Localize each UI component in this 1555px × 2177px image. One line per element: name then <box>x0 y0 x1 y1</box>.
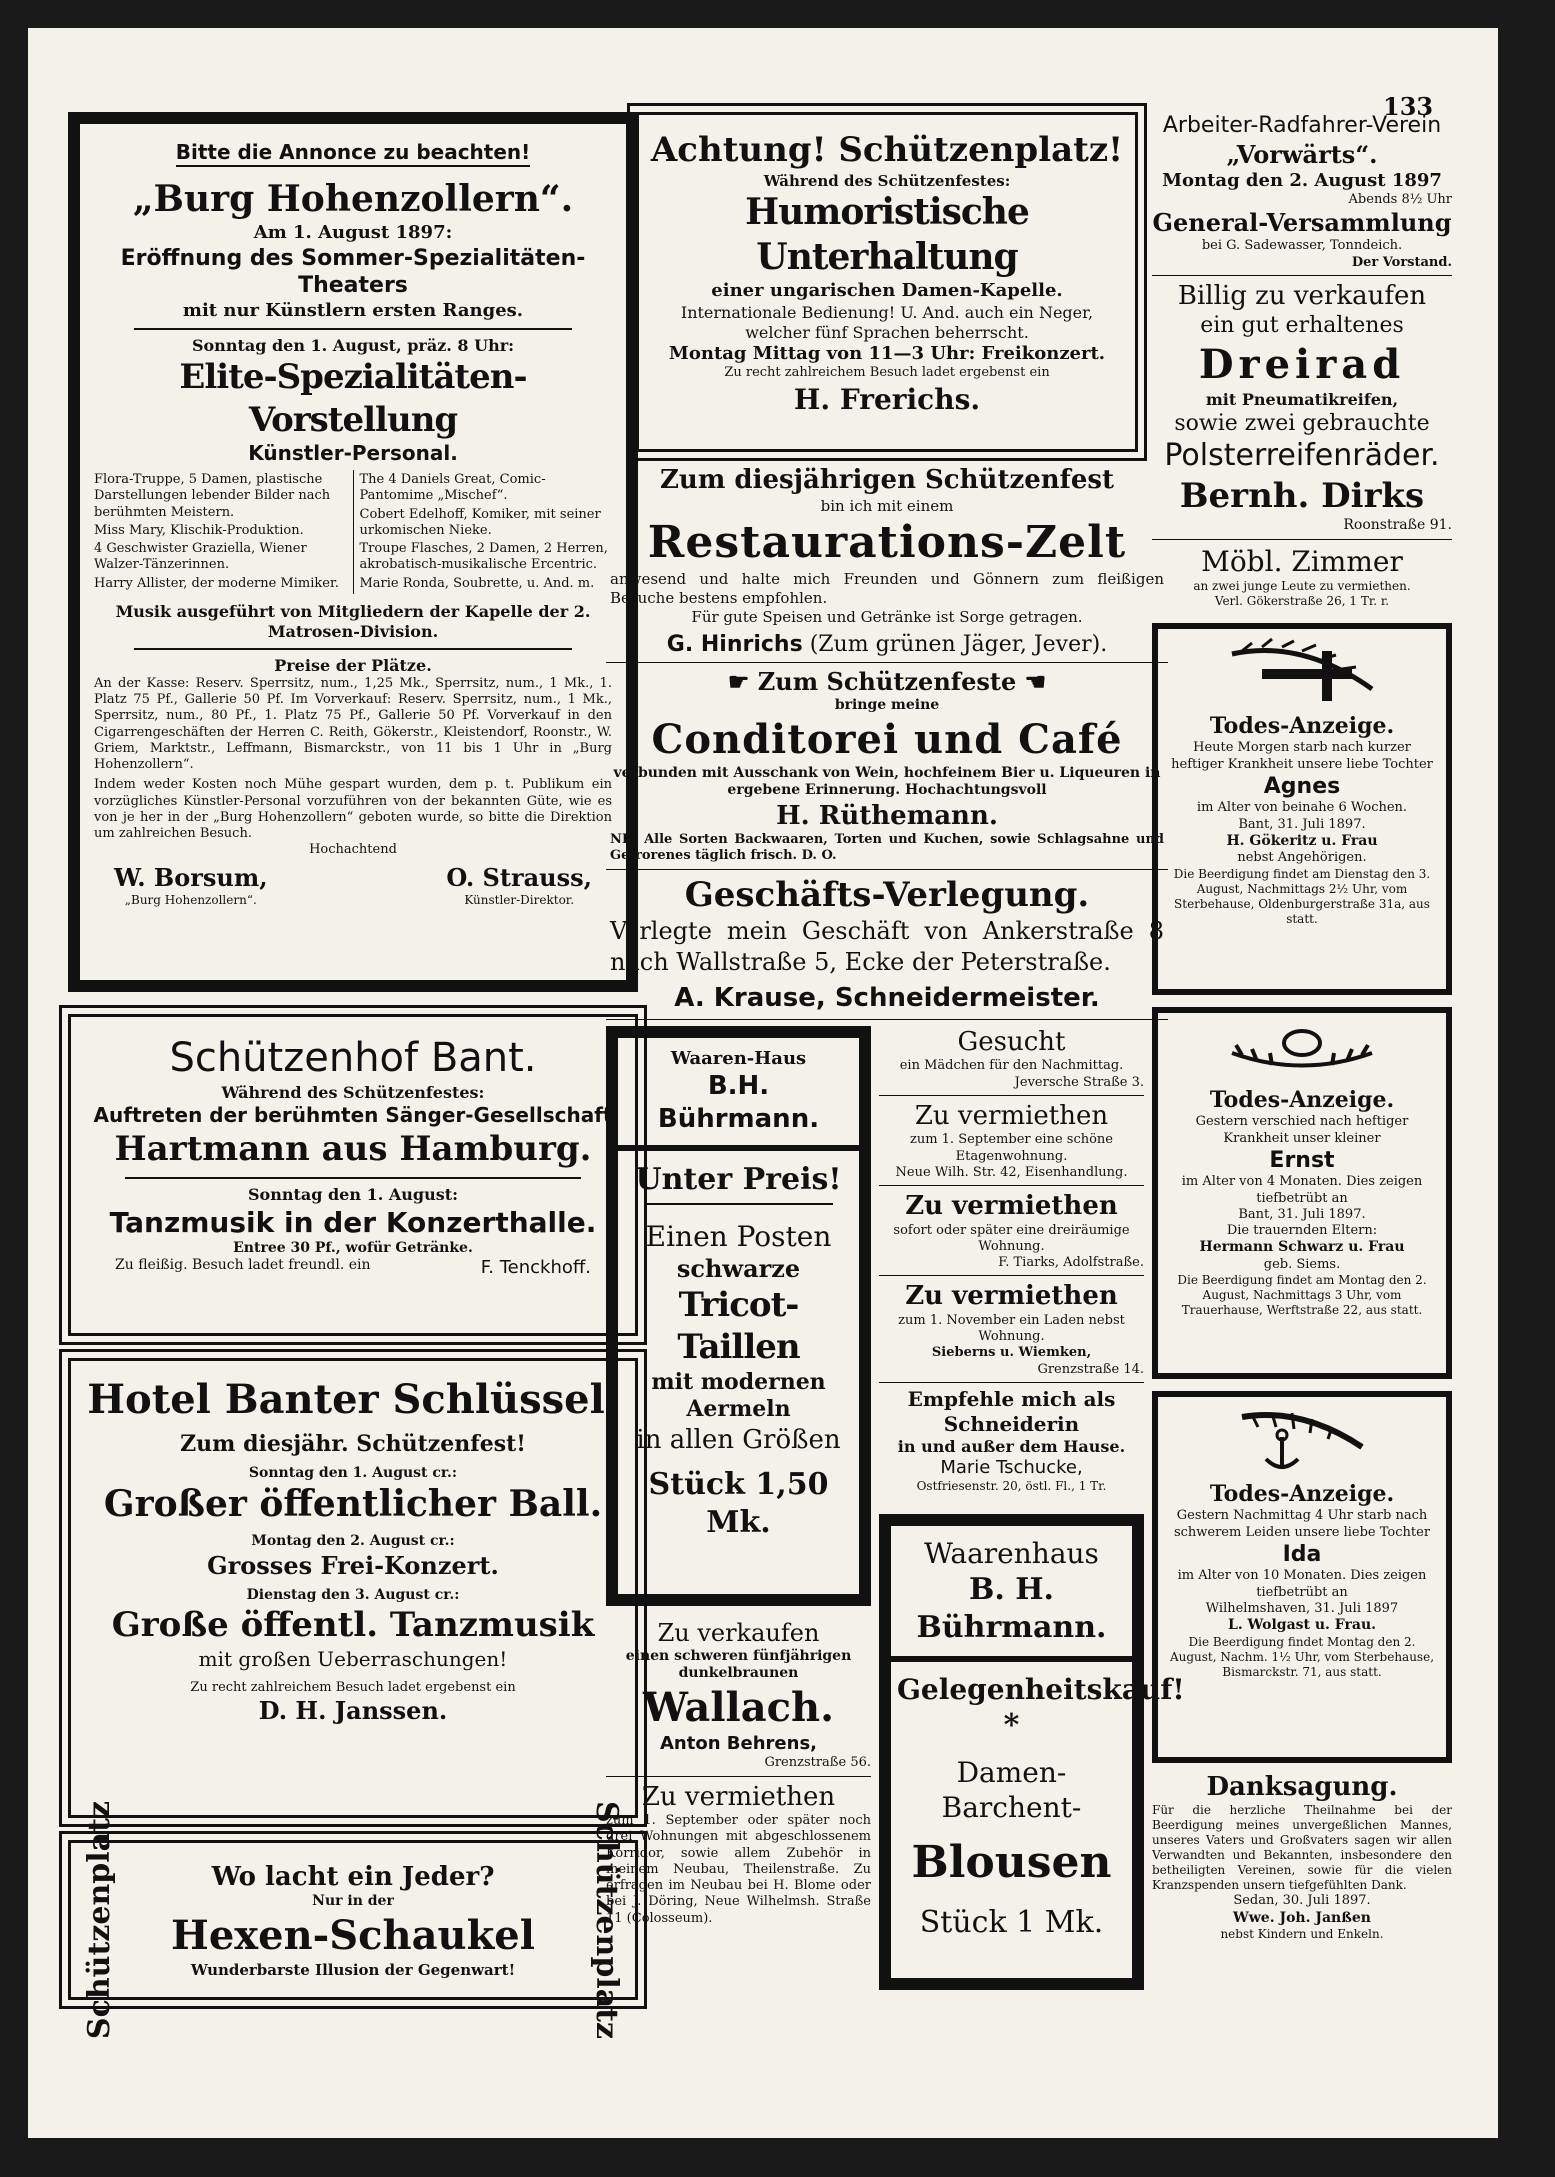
club-name: „Vorwärts“. <box>1226 139 1378 169</box>
ad-geschaefts-verlegung <box>606 874 1168 1015</box>
offer-line: Aermeln <box>686 1396 791 1423</box>
obituary-place: Bant, 31. Juli 1897. <box>1238 816 1366 832</box>
ad-heading: Zu vermiethen <box>905 1281 1118 1312</box>
offer-heading: Gelegenheitskauf! <box>897 1673 1185 1707</box>
offer-line: Einen Posten <box>645 1219 832 1253</box>
ad-text: anwesend und halte mich Freunden und Gönnern zum fleißigen Besuche bestens empfohlen. <box>610 570 1164 607</box>
deceased-name: Ida <box>1282 1541 1322 1567</box>
ad-subheading: in und außer dem Hause. <box>897 1436 1126 1456</box>
address: Grenzstraße 14. <box>1037 1361 1144 1377</box>
headline: Elite-Spezialitäten-Vorstellung <box>179 357 527 440</box>
ad-heading: Zum diesjährigen Schützenfest <box>659 465 1115 495</box>
offer-line: schwarze <box>676 1253 801 1283</box>
place-line: bei G. Sadewasser, Tonndeich. <box>1201 238 1403 254</box>
artist-item: Miss Mary, Klischik-Produktion. <box>94 522 304 538</box>
ad-text: an zwei junge Leute zu vermiethen. <box>1193 578 1411 593</box>
subline: einer ungarischen Damen-Kapelle. <box>711 280 1063 302</box>
entry-line: Entree 30 Pf., wofür Getränke. <box>233 1239 473 1256</box>
time-line: Abends 8½ Uhr <box>1348 192 1452 207</box>
signature-sub: nebst Kindern und Enkeln. <box>1220 1927 1384 1941</box>
signature: D. H. Janssen. <box>258 1695 448 1725</box>
anchor-palm-icon <box>1222 1407 1382 1477</box>
ad-text: einen schweren fünfjährigen dunkelbraunen <box>625 1647 852 1682</box>
performer-name: Hartmann aus Hamburg. <box>114 1129 592 1169</box>
ad-heading: Zu vermiethen <box>905 1191 1118 1222</box>
shop-label: Waaren-Haus <box>670 1047 807 1069</box>
offer-line: mit modernen <box>651 1368 826 1395</box>
artist-item: Harry Allister, der moderne Mimiker. <box>94 575 339 591</box>
ad-text: ein Mädchen für den Nachmittag. <box>899 1058 1124 1074</box>
opening-line: Eröffnung des Sommer-Spezialitäten-Theaters <box>120 245 586 298</box>
obituary-heading: Todes-Anzeige. <box>1209 1086 1395 1113</box>
obituary-age: im Alter von 10 Monaten. Dies zeigen tiefbetrübt an <box>1177 1568 1427 1600</box>
artist-item: Flora-Truppe, 5 Damen, plastische Darstellungen lebender Bilder nach berühmten Meistern. <box>94 472 331 520</box>
deceased-name: Ernst <box>1269 1147 1335 1173</box>
nb-signature: D. O. <box>801 848 837 864</box>
obituary-heading: Todes-Anzeige. <box>1209 712 1395 739</box>
ad-heading: Zum Schützenfeste <box>757 667 1017 696</box>
ad-heading: Danksagung. <box>1206 1771 1398 1802</box>
during-line: Während des Schützenfestes: <box>763 171 1011 190</box>
signature-sub: „Burg Hohenzollern“. <box>124 892 257 907</box>
ad-conditorei-cafe <box>606 667 1168 865</box>
obituary-ida <box>1152 1391 1452 1763</box>
ad-buehrmann-tricot <box>606 1026 871 1606</box>
ad-hotel-banter-schluessel <box>68 1358 638 1818</box>
ad-heading: Zu verkaufen <box>657 1618 820 1647</box>
obituary-heading: Todes-Anzeige. <box>1209 1480 1395 1507</box>
pointing-hand-icon: ☛ <box>727 667 750 696</box>
ad-danksagung <box>1152 1771 1452 1942</box>
address: Neue Wilh. Str. 42, Eisenhandlung. <box>895 1164 1128 1180</box>
side-label: Schützenplatz <box>82 1800 117 2040</box>
ad-schuetzenhof-bant <box>68 1014 638 1336</box>
ad-text: zum 1. November ein Laden nebst Wohnung. <box>898 1312 1125 1345</box>
ad-title: „Burg Hohenzollern“. <box>132 178 574 220</box>
signature-strauss: O. Strauss, <box>446 862 592 892</box>
signature: H. Rüthemann. <box>776 800 998 831</box>
performers-line: Auftreten der berühmten Sänger-Gesellschaft <box>93 1103 613 1127</box>
invite-line: Zu recht zahlreichem Besuch ladet ergebenst ein <box>190 1679 516 1695</box>
offer-product: Blousen <box>911 1836 1112 1888</box>
family-sub: nebst Angehörigen. <box>1237 850 1367 866</box>
signature: A. Krause, Schneidermeister. <box>674 983 1100 1014</box>
date-line: Montag den 2. August cr.: <box>251 1533 455 1549</box>
obituary-place: Bant, 31. Juli 1897. <box>1238 1206 1366 1222</box>
event-line: Großer öffentlicher Ball. <box>103 1483 603 1525</box>
ad-title: Conditorei und Café <box>651 715 1123 763</box>
obituary-text: Gestern Nachmittag 4 Uhr starb nach schwerem Leiden unsere liebe Tochter <box>1173 1508 1431 1540</box>
signature: Sieberns u. Wiemken, <box>931 1345 1092 1361</box>
show-time: Sonntag den 1. August, präz. 8 Uhr: <box>191 336 515 355</box>
nb-note: NB. Alle Sorten Backwaaren, Torten und Kuchen, sowie Schlagsahne und Gefrorenes täglich frisch. <box>610 832 1164 864</box>
offer-line: in allen Größen <box>636 1424 841 1455</box>
ad-zu-vermiethen-dreiraeumig <box>879 1190 1144 1271</box>
ad-subheading: bringe meine <box>834 697 940 713</box>
ad-text: zum 1. September oder später noch drei Wohnungen mit abgeschlossenem Korridor, sowie allem Zubehör in meinem Neubau, Theilenstraße. Zu erfragen im Neubau bei H. Blome oder bei J. Döring, Neue Wilhelmsh. Straße 11 (Colosseum). <box>606 1813 871 1926</box>
address: Roonstraße 91. <box>1343 517 1452 534</box>
ad-text: mit Pneumatikreifen, <box>1205 389 1399 409</box>
parents-line: Die trauernden Eltern: <box>1226 1223 1378 1238</box>
ad-subheading: bin ich mit einem <box>820 496 954 515</box>
offer-price: Stück 1,50 Mk. <box>648 1467 829 1540</box>
ad-achtung-schuetzenplatz <box>636 112 1138 452</box>
date-line: Dienstag den 3. August cr.: <box>246 1586 460 1603</box>
signature: Der Vorstand. <box>1351 254 1452 270</box>
ad-title: Achtung! Schützenplatz! <box>650 130 1124 170</box>
shop-name: B.H. Bührmann. <box>657 1071 820 1134</box>
signature-sub: Künstler-Direktor. <box>464 892 575 907</box>
obituary-place: Wilhelmshaven, 31. Juli 1897 <box>1205 1600 1399 1616</box>
ad-title: Geschäfts-Verlegung. <box>684 874 1090 915</box>
family-name: L. Wolgast u. Frau. <box>1227 1617 1377 1633</box>
address: Ostfriesenstr. 20, östl. Fl., 1 Tr. <box>916 1479 1107 1494</box>
signature-sub: (Zum grünen Jäger, Jever). <box>809 631 1108 657</box>
time-line: Montag Mittag von 11—3 Uhr: Freikonzert. <box>668 342 1106 364</box>
ad-hexen-schaukel <box>68 1800 638 2040</box>
ad-text: sofort oder später eine dreiräumige Wohnung. <box>893 1222 1130 1254</box>
newspaper-page <box>28 28 1498 2138</box>
ad-buehrmann-blousen <box>879 1514 1185 1990</box>
closing-text: Indem weder Kosten noch Mühe gespart wurden, dem p. t. Publikum ein vorzügliches Künstler-Personal vorzuführen von der bekannten Güte, wie es von je her in der „Burg Hohenzollern“ geboten wurde, so bitte die Direktion um zahlreichen Besuch. <box>94 777 612 841</box>
ad-title: Schützenhof Bant. <box>169 1035 537 1081</box>
ad-arbeiter-radfahrer <box>1152 112 1452 271</box>
ad-heading: Zu vermiethen <box>914 1100 1109 1131</box>
palm-cross-icon <box>1222 639 1382 709</box>
address: Grenzstraße 56. <box>764 1755 871 1771</box>
during-line: Während des Schützenfestes: <box>221 1083 485 1102</box>
obituary-age: im Alter von 4 Monaten. Dies zeigen tiefbetrübt an <box>1181 1174 1423 1206</box>
music-line: Musik ausgeführt von Mitgliedern der Kapelle der 2. Matrosen-Division. <box>115 601 591 641</box>
invite-line: Zu fleißig. Besuch ladet freundl. ein <box>115 1257 371 1273</box>
ad-text: Für gute Speisen und Getränke ist Sorge getragen. <box>691 607 1083 626</box>
date-line: Sonntag den 1. August cr.: <box>248 1464 458 1481</box>
ad-wallach <box>606 1618 871 1772</box>
address: Jeversche Straße 3. <box>1014 1074 1144 1090</box>
signature: Wwe. Joh. Janßen <box>1233 1909 1371 1926</box>
date-line: Montag den 2. August 1897 <box>1162 169 1442 191</box>
funeral-text: Die Beerdigung findet am Dienstag den 3. August, Nachmittags 2½ Uhr, vom Sterbehause, Oldenburgerstraße 31a, aus statt. <box>1173 866 1431 926</box>
ad-dreirad <box>1152 280 1452 535</box>
ad-zu-vermiethen-wohnungen <box>606 1781 871 1927</box>
ad-title: Arbeiter-Radfahrer-Verein <box>1162 113 1442 138</box>
ad-heading: Möbl. Zimmer <box>1201 544 1403 578</box>
artists-line: mit nur Künstlern ersten Ranges. <box>182 299 524 321</box>
ad-title: Hotel Banter Schlüssel. <box>87 1376 619 1423</box>
subtitle: Zum diesjähr. Schützenfest! <box>180 1431 526 1457</box>
artist-item: Marie Ronda, Soubrette, u. And. m. <box>359 575 595 591</box>
artist-item: 4 Geschwister Graziella, Wiener Walzer-Tänzerinnen. <box>94 541 307 573</box>
artist-item: The 4 Daniels Great, Comic-Pantomime „Mischef“. <box>359 472 546 504</box>
artist-item: Troupe Flasches, 2 Damen, 2 Herren, akrobatisch-musikalische Ercentric. <box>359 541 608 573</box>
notice: Bitte die Annonce zu beachten! <box>176 140 531 167</box>
headline: Humoristische Unterhaltung <box>745 191 1029 279</box>
ad-burg-hohenzollern <box>68 112 638 992</box>
prices-heading: Preise der Plätze. <box>274 655 432 675</box>
ad-text: verbunden mit Ausschank von Wein, hochfeinem Bier u. Liqueuren in ergebene Erinnerung. Hochachtungsvoll <box>613 764 1161 798</box>
wreath-icon <box>1222 1023 1382 1083</box>
price-heading: Unter Preis! <box>635 1162 842 1198</box>
regards: Hochachtend <box>309 842 397 858</box>
ad-heading: Gesucht <box>957 1026 1066 1057</box>
obituary-text: Gestern verschied nach heftiger Krankheit unser kleiner <box>1195 1114 1409 1146</box>
description: Wunderbarste Illusion der Gegenwart! <box>190 1960 516 1979</box>
signature: F. Tenckhoff. <box>480 1257 591 1278</box>
event-line: Grosses Frei-Konzert. <box>207 1550 499 1580</box>
ad-title: Dreirad <box>1198 340 1406 388</box>
address: Verl. Gökerstraße 26, 1 Tr. r. <box>1214 593 1390 608</box>
ad-subheading: ein gut erhaltenes <box>1200 313 1404 339</box>
offer-product: Tricot-Taillen <box>677 1284 800 1368</box>
family-name: Hermann Schwarz u. Frau <box>1199 1239 1405 1256</box>
ad-zu-vermiethen-etage <box>879 1100 1144 1181</box>
name: Marie Tschucke, <box>940 1456 1083 1478</box>
signature: G. Hinrichs <box>666 631 803 657</box>
date-line: Sonntag den 1. August: <box>247 1184 459 1204</box>
ad-restaurations-zelt <box>606 464 1168 658</box>
ad-text: Für die herzliche Theilnahme bei der Beerdigung meines unvergeßlichen Mannes, unseres Vaters und Großvaters sagen wir allen Verwandten und Bekannten, insbesondere den betheiligten Vereinen, sowie für die vielen Kranzspenden unsern tiefgefühlten Dank. <box>1152 1803 1452 1893</box>
obituary-ernst <box>1152 1007 1452 1379</box>
ad-text: sowie zwei gebrauchte <box>1174 410 1430 436</box>
ad-text: Polsterreifenräder. <box>1164 438 1440 474</box>
star-icon: * <box>1003 1708 1020 1744</box>
ad-heading: Billig zu verkaufen <box>1177 280 1427 311</box>
ad-zu-vermiethen-laden <box>879 1280 1144 1378</box>
invite-line: Zu recht zahlreichem Besuch ladet ergebenst ein <box>724 365 1050 381</box>
personal-heading: Künstler-Personal. <box>248 441 458 465</box>
signature: Bernh. Dirks <box>1179 475 1425 516</box>
ad-heading: Empfehle mich als Schneiderin <box>907 1386 1116 1436</box>
funeral-text: Die Beerdigung findet Montag den 2. August, Nachm. 1½ Uhr, vom Sterbehause, Bismarckstr. 71, aus statt. <box>1169 1634 1435 1679</box>
obituary-text: Heute Morgen starb nach kurzer heftiger Krankheit unsere liebe Tochter <box>1171 740 1433 772</box>
event-line: General-Versammlung <box>1152 208 1452 238</box>
deceased-name: Agnes <box>1263 773 1341 799</box>
pointing-hand-icon: ☚ <box>1024 667 1047 696</box>
attraction-name: Hexen-Schaukel <box>171 1911 535 1959</box>
obituary-agnes <box>1152 623 1452 995</box>
signature: H. Frerichs. <box>793 382 981 416</box>
family-sub: geb. Siems. <box>1263 1256 1341 1272</box>
page-number: 133 <box>1383 92 1434 121</box>
ad-title: Restaurations-Zelt <box>647 517 1127 569</box>
ad-heading: Zu vermiethen <box>641 1781 836 1812</box>
shop-label: Waarenhaus <box>924 1537 1099 1571</box>
ad-title: Wallach. <box>642 1683 835 1731</box>
event-line: Große öffentl. Tanzmusik <box>111 1605 595 1645</box>
only-line: Nur in der <box>312 1893 394 1910</box>
date-line: Am 1. August 1897: <box>253 222 453 243</box>
address: F. Tiarks, Adolfstraße. <box>998 1255 1144 1271</box>
family-name: H. Gökeritz u. Frau <box>1226 832 1378 849</box>
event-sub: mit großen Ueberraschungen! <box>198 1646 508 1671</box>
prices-text: An der Kasse: Reserv. Sperrsitz, num., 1,25 Mk., Sperrsitz, num., 1 Mk., 1. Platz 75 Pf., Gallerie 50 Pf. Im Vorverkauf: Reserv. Sperrsitz, num., 1 Mk., Sperrsitz, num., 80 Pf., 1. Platz 75 Pf., Gallerie 50 Pf. Vorverkauf in den Cigarrengeschäften der Herren C. Reith, Gökerstr., Kleistendorf, Roonstr., W. Griem, Marktstr., Leffmann, Bismarckstr., von 11 bis 1 Uhr in „Burg Hohenzollern“. <box>94 675 612 772</box>
offer-line: Damen-Barchent- <box>941 1755 1082 1824</box>
ad-moebl-zimmer <box>1152 544 1452 609</box>
ad-schneiderin <box>879 1387 1144 1495</box>
funeral-text: Die Beerdigung findet am Montag den 2. August, Nachmittags 3 Uhr, vom Trauerhause, Werftstraße 22, aus statt. <box>1177 1273 1427 1317</box>
side-label: Schützenplatz <box>589 1800 624 2040</box>
place-line: Sedan, 30. Juli 1897. <box>1233 1893 1371 1909</box>
offer-price: Stück 1 Mk. <box>919 1904 1104 1940</box>
obituary-age: im Alter von beinahe 6 Wochen. <box>1196 800 1408 816</box>
ad-text: zum 1. September eine schöne Etagenwohnung. <box>909 1132 1113 1164</box>
ad-text: Verlegte mein Geschäft von Ankerstraße 8 nach Wallstraße 5, Ecke der Peterstraße. <box>610 917 1164 977</box>
artist-item: Cobert Edelhoff, Komiker, mit seiner urkomischen Nieke. <box>359 506 601 538</box>
artist-list <box>94 470 612 594</box>
ad-gesucht <box>879 1026 1144 1091</box>
signature: Anton Behrens, <box>660 1732 817 1754</box>
signature-borsum: W. Borsum, <box>114 862 268 892</box>
dance-line: Tanzmusik in der Konzerthalle. <box>109 1205 597 1239</box>
service-line: Internationale Bedienung! U. And. auch ein Neger, welcher fünf Sprachen beherrscht. <box>680 302 1094 342</box>
shop-name: B. H. Bührmann. <box>916 1572 1107 1645</box>
question: Wo lacht ein Jeder? <box>211 1861 495 1892</box>
